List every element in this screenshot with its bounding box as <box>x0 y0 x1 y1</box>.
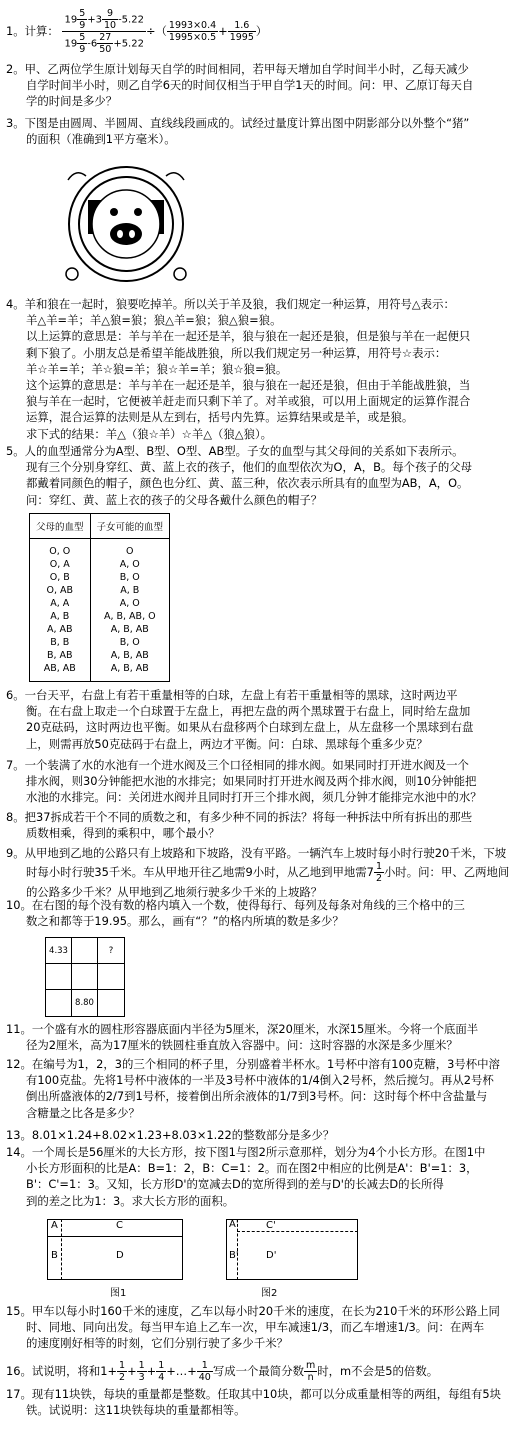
question-line: 人的血型通常分为A型、B型、O型、AB型。子女的血型与其父母间的关系如下表所示。 <box>24 444 464 458</box>
question-line: 衡。在右盘上取走一个白球置于左盘上，再把左盘的两个黑球置于右盘上，同时给左盘加 <box>26 704 471 719</box>
question-number: 6。 <box>6 688 25 702</box>
table-header-children: 子女可能的血型 <box>90 514 170 539</box>
question-line: 羊☆羊=羊；羊☆狼=羊；狼☆羊=羊；狼☆狼=狼。 <box>26 361 288 376</box>
question-line: 的面积（准确到1平方毫米）。 <box>26 132 176 147</box>
figure-1-caption: 图1 <box>110 1288 127 1299</box>
parent-blood-type: B, B <box>50 637 70 648</box>
label-a-prime: A' <box>229 1219 239 1230</box>
question-12 <box>6 1056 520 1121</box>
parent-blood-type: O, A <box>49 559 70 570</box>
question-line: 下图是由圆周、半圆周、直线线段画成的。试经过量度计算出图中阴影部分以外整个“猪” <box>24 116 470 130</box>
question-2 <box>6 61 520 110</box>
label-d-prime: D' <box>266 1250 277 1261</box>
question-14 <box>6 1144 520 1209</box>
parent-blood-type: B, AB <box>46 650 73 661</box>
grid-cell <box>72 964 98 990</box>
table-header-parents: 父母的血型 <box>30 514 91 539</box>
label-a: A <box>51 1220 58 1231</box>
question-number: 10。 <box>6 898 32 912</box>
parents-column <box>30 539 91 682</box>
question-line: 20克砝码，这时两边也平衡。如果从右盘移两个白球到左盘上，从左盘移一个黑球到右盘 <box>26 720 474 735</box>
question-line: 羊和狼在一起时，狼要吃掉羊。所以关于羊及狼，我们规定一种运算，用符号△表示： <box>24 297 455 311</box>
child-blood-type: A, B <box>120 585 140 596</box>
question-line: 倒出所盛液体的2/7到1号杯，接着倒出所余液体的1/7到3号杯。问：这时每个杯中含盐量与 <box>26 1089 488 1104</box>
question-line: 数之和都等于19.95。那么，画有“？”的格内所填的数是多少？ <box>26 914 344 929</box>
question-8 <box>6 809 520 841</box>
question-line: 运算，混合运算的法则是从左到右，括号内先算。运算结果或是羊，或是狼。 <box>26 410 414 425</box>
question-16: 16。试说明，将和1+ $\frac{1}{2}$ + $\frac{1}{3}$ + $\frac{1}{4}$ +…+ $\frac{1}{40}$ 写成一个最简分数 $\frac{m}{n}$ 时，m不会是5的倍数。 <box>6 1360 439 1383</box>
label-c-prime: C' <box>266 1220 276 1231</box>
question-number: 16。 <box>6 1364 32 1378</box>
question-number: 15。 <box>6 1304 32 1318</box>
question-number: 3。 <box>6 116 25 130</box>
question-line: 时、同地、同向出发。每当甲车追上乙车一次，甲车减速1/3，而乙车增速1/3。问：在两车 <box>26 1320 485 1335</box>
question-line: 在编号为1，2，3的三个相同的杯子里，分别盛着半杯水。1号杯中溶有100克糖，3号杯中溶 <box>31 1057 500 1071</box>
child-blood-type: A, B, AB, O <box>103 611 156 622</box>
question-line: 甲车以每小时160千米的速度，乙车以每小时20千米的速度，在长为210千米的环形公路上同 <box>31 1304 500 1318</box>
question-line: 在右图的每个没有数的格内填入一个数，使得每行、每列及每条对角线的三个格中的三 <box>31 898 465 912</box>
label-d: D <box>116 1250 124 1261</box>
grid-cell <box>46 964 72 990</box>
question-line: 一个盛有水的圆柱形容器底面内半径为5厘米，深20厘米，水深15厘米。今将一个底面半 <box>31 1022 479 1036</box>
question-line: 这个运算的意思是：羊与羊在一起还是羊，狼与狼在一起还是狼，但由于羊能战胜狼，当 <box>26 378 471 393</box>
question-number: 2。 <box>6 62 25 76</box>
question-5 <box>6 443 520 508</box>
grid-cell <box>98 964 124 990</box>
question-line: 径为2厘米，高为17厘米的铁圆柱垂直放入容器中。问：这时容器的水深是多少厘米？ <box>26 1038 458 1053</box>
question-number: 1。 <box>6 24 25 38</box>
grid-cell <box>72 938 98 964</box>
question-line: 排水阀，则30分钟能把水池的水排完；如果同时打开进水阀及两个排水阀，则10分钟能把 <box>26 774 477 789</box>
question-3 <box>6 115 520 147</box>
question-17 <box>6 1386 520 1418</box>
label-c: C <box>116 1220 123 1231</box>
question-number: 17。 <box>6 1387 32 1401</box>
question-1: 1。计算： 19 $\frac{5}{9}$ +3 $\frac{9}{10}$ -5.22 19 $\frac{5}{9}$ -6 $\frac{27}{50}$ +5.22 ÷（ $\frac{1993\times 0.4}{1995\times 0.5}$ + $\frac{1.6}{1995}$ ） <box>6 8 268 55</box>
child-blood-type: O <box>126 546 134 557</box>
question-line: 一个装满了水的水池有一个进水阀及三个口径相同的排水阀。如果同时打开进水阀及一个 <box>24 758 469 772</box>
question-line: B'：C'=1：3。又知，长方形D'的宽减去D的宽所得到的差与D'的长减去D的长所得 <box>26 1177 444 1192</box>
question-line: 都戴着同颜色的帽子，颜色也分红、黄、蓝三种，依次表示所具有的血型为AB，A，O。 <box>26 476 469 491</box>
question-line: 的速度刚好相等的时刻，它们分别行驶了多少千米？ <box>26 1336 288 1351</box>
parent-blood-type: A, B <box>50 611 70 622</box>
grid-cell-question: ? <box>98 938 124 964</box>
question-10 <box>6 897 520 929</box>
parent-blood-type: O, AB <box>46 585 74 596</box>
question-line: 到的差之比为1：3。求大长方形的面积。 <box>26 1193 235 1208</box>
grid-cell: 4.33 <box>46 938 72 964</box>
grid-cell <box>98 990 124 1016</box>
parent-blood-type: A, A <box>50 598 70 609</box>
child-blood-type: A, O <box>119 559 140 570</box>
question-line: 羊△羊=羊；羊△狼=狼；狼△羊=狼；狼△狼=狼。 <box>26 313 282 328</box>
question-9: 9。从甲地到乙地的公路只有上坡路和下坡路，没有平路。一辆汽车上坡时每小时行驶20千米，下坡 时每小时行驶35千米。车从甲地开往乙地需9小时，从乙地到甲地需7 $\frac{1}{2}$ 小时。问：甲、乙两地间 的公路多少千米？从甲地到乙地须行驶多少千米的上坡路？ <box>6 846 510 900</box>
parent-blood-type: O, B <box>49 572 70 583</box>
question-line: 含糖量之比各是多少？ <box>26 1105 140 1120</box>
question-15 <box>6 1303 520 1352</box>
magic-grid <box>45 937 125 1017</box>
question-11 <box>6 1021 520 1053</box>
question-line: 水池的水排完。问：关闭进水阀并且同时打开三个排水阀，须几分钟才能排完水池中的水？ <box>26 790 482 805</box>
label-b-prime: B' <box>229 1250 239 1261</box>
question-number: 5。 <box>6 444 25 458</box>
child-blood-type: B, O <box>119 572 140 583</box>
question-number: 8。 <box>6 810 25 824</box>
figure-2-caption: 图2 <box>261 1288 278 1299</box>
question-number: 12。 <box>6 1057 32 1071</box>
question-number: 9。 <box>6 846 25 860</box>
question-line: 问：穿红、黄、蓝上衣的孩子的父母各戴什么颜色的帽子？ <box>26 492 323 507</box>
question-4 <box>6 296 520 442</box>
pig-figure <box>62 160 190 288</box>
parent-blood-type: AB, AB <box>43 663 76 674</box>
question-number: 13。 <box>6 1128 32 1142</box>
question-line: 求下式的结果：羊△（狼☆羊）☆羊△（狼△狼）。 <box>26 426 273 441</box>
question-line: 一台天平，右盘上有若干重量相等的白球，左盘上有若干重量相等的黑球，这时两边平 <box>24 688 458 702</box>
question-line: 甲、乙两位学生原计划每天自学的时间相同，若甲每天增加自学时间半小时，乙每天减少 <box>24 62 469 76</box>
grid-cell: 8.80 <box>72 990 98 1016</box>
question-line: 狼与羊在一起时，它便被羊赶走而只剩下羊了。对羊或狼，可以用上面规定的运算作混合 <box>26 394 471 409</box>
blood-type-table <box>29 513 170 682</box>
question-line: 8.01×1.24+8.02×1.23+8.03×1.22的整数部分是多少？ <box>31 1128 335 1142</box>
right-fraction-1: $\frac{1993\times 0.4}{1995\times 0.5}$ <box>168 20 217 43</box>
question-line: 学的时间是多少？ <box>26 94 118 109</box>
parent-blood-type: A, AB <box>46 624 73 635</box>
question-7 <box>6 757 520 806</box>
child-blood-type: A, O <box>119 598 140 609</box>
question-line: 现有11块铁，每块的重量都是整数。任取其中10块，都可以分成重量相等的两组，每组有5块 <box>31 1387 501 1401</box>
child-blood-type: B, O <box>119 637 140 648</box>
child-blood-type: A, B, AB <box>110 663 149 674</box>
question-number: 4。 <box>6 297 25 311</box>
question-number: 7。 <box>6 758 25 772</box>
question-line: 剩下狼了。小朋友总是希望羊能战胜狼，所以我们规定另一种运算，用符号☆表示： <box>26 345 447 360</box>
question-line: 有100克盐。先将1号杯中液体的一半及3号杯中液体的1/4倒入2号杯，然后搅匀。再从2号杯 <box>26 1073 494 1088</box>
question-line: 以上运算的意思是：羊与羊在一起还是羊，狼与狼在一起还是狼，但是狼与羊在一起便只 <box>26 329 471 344</box>
question-line: 铁。试说明：这11块铁每块的重量都相等。 <box>26 1403 246 1418</box>
child-blood-type: A, B, AB <box>110 624 149 635</box>
question-text: 计算： <box>24 24 59 38</box>
question-13 <box>6 1127 520 1143</box>
question-6 <box>6 687 520 752</box>
question-line: 一个周长是56厘米的大长方形，按下图1与图2所示意那样，划分为4个小长方形。在图1中 <box>31 1145 486 1159</box>
question-line: 把37拆成若干个不同的质数之和，有多少种不同的拆法？将每一种拆法中所有拆出的那些 <box>24 810 472 824</box>
label-b: B <box>51 1250 58 1261</box>
question-line: 自学时间半小时，则乙自学6天的时间仅相当于甲自学1天的时间。问：甲、乙原订每天自 <box>26 78 474 93</box>
right-fraction-2: $\frac{1.6}{1995}$ <box>229 20 254 43</box>
question-line: 小长方形面积的比是A：B=1：2，B：C=1：2。而在图2中相应的比例是A'：B'=1：3， <box>26 1161 478 1176</box>
children-column <box>90 539 170 682</box>
question-line: 上，则需再放50克砝码于右盘上，两边才平衡。问：白球、黑球每个重多少克？ <box>26 736 428 751</box>
parent-blood-type: O, O <box>49 546 71 557</box>
grid-cell <box>46 990 72 1016</box>
child-blood-type: A, B, AB <box>110 650 149 661</box>
question-number: 14。 <box>6 1145 32 1159</box>
main-fraction: 19 $\frac{5}{9}$ +3 $\frac{9}{10}$ -5.22 19 $\frac{5}{9}$ -6 $\frac{27}{50}$ +5.22 <box>64 8 144 55</box>
question-number: 11。 <box>6 1022 32 1036</box>
divide-open: ÷（ <box>145 24 167 38</box>
question-line: 现有三个分别身穿红、黄、蓝上衣的孩子，他们的血型依次为O，A，B。每个孩子的父母 <box>26 460 473 475</box>
question-line: 质数相乘，得到的乘积中，哪个最小？ <box>26 826 220 841</box>
